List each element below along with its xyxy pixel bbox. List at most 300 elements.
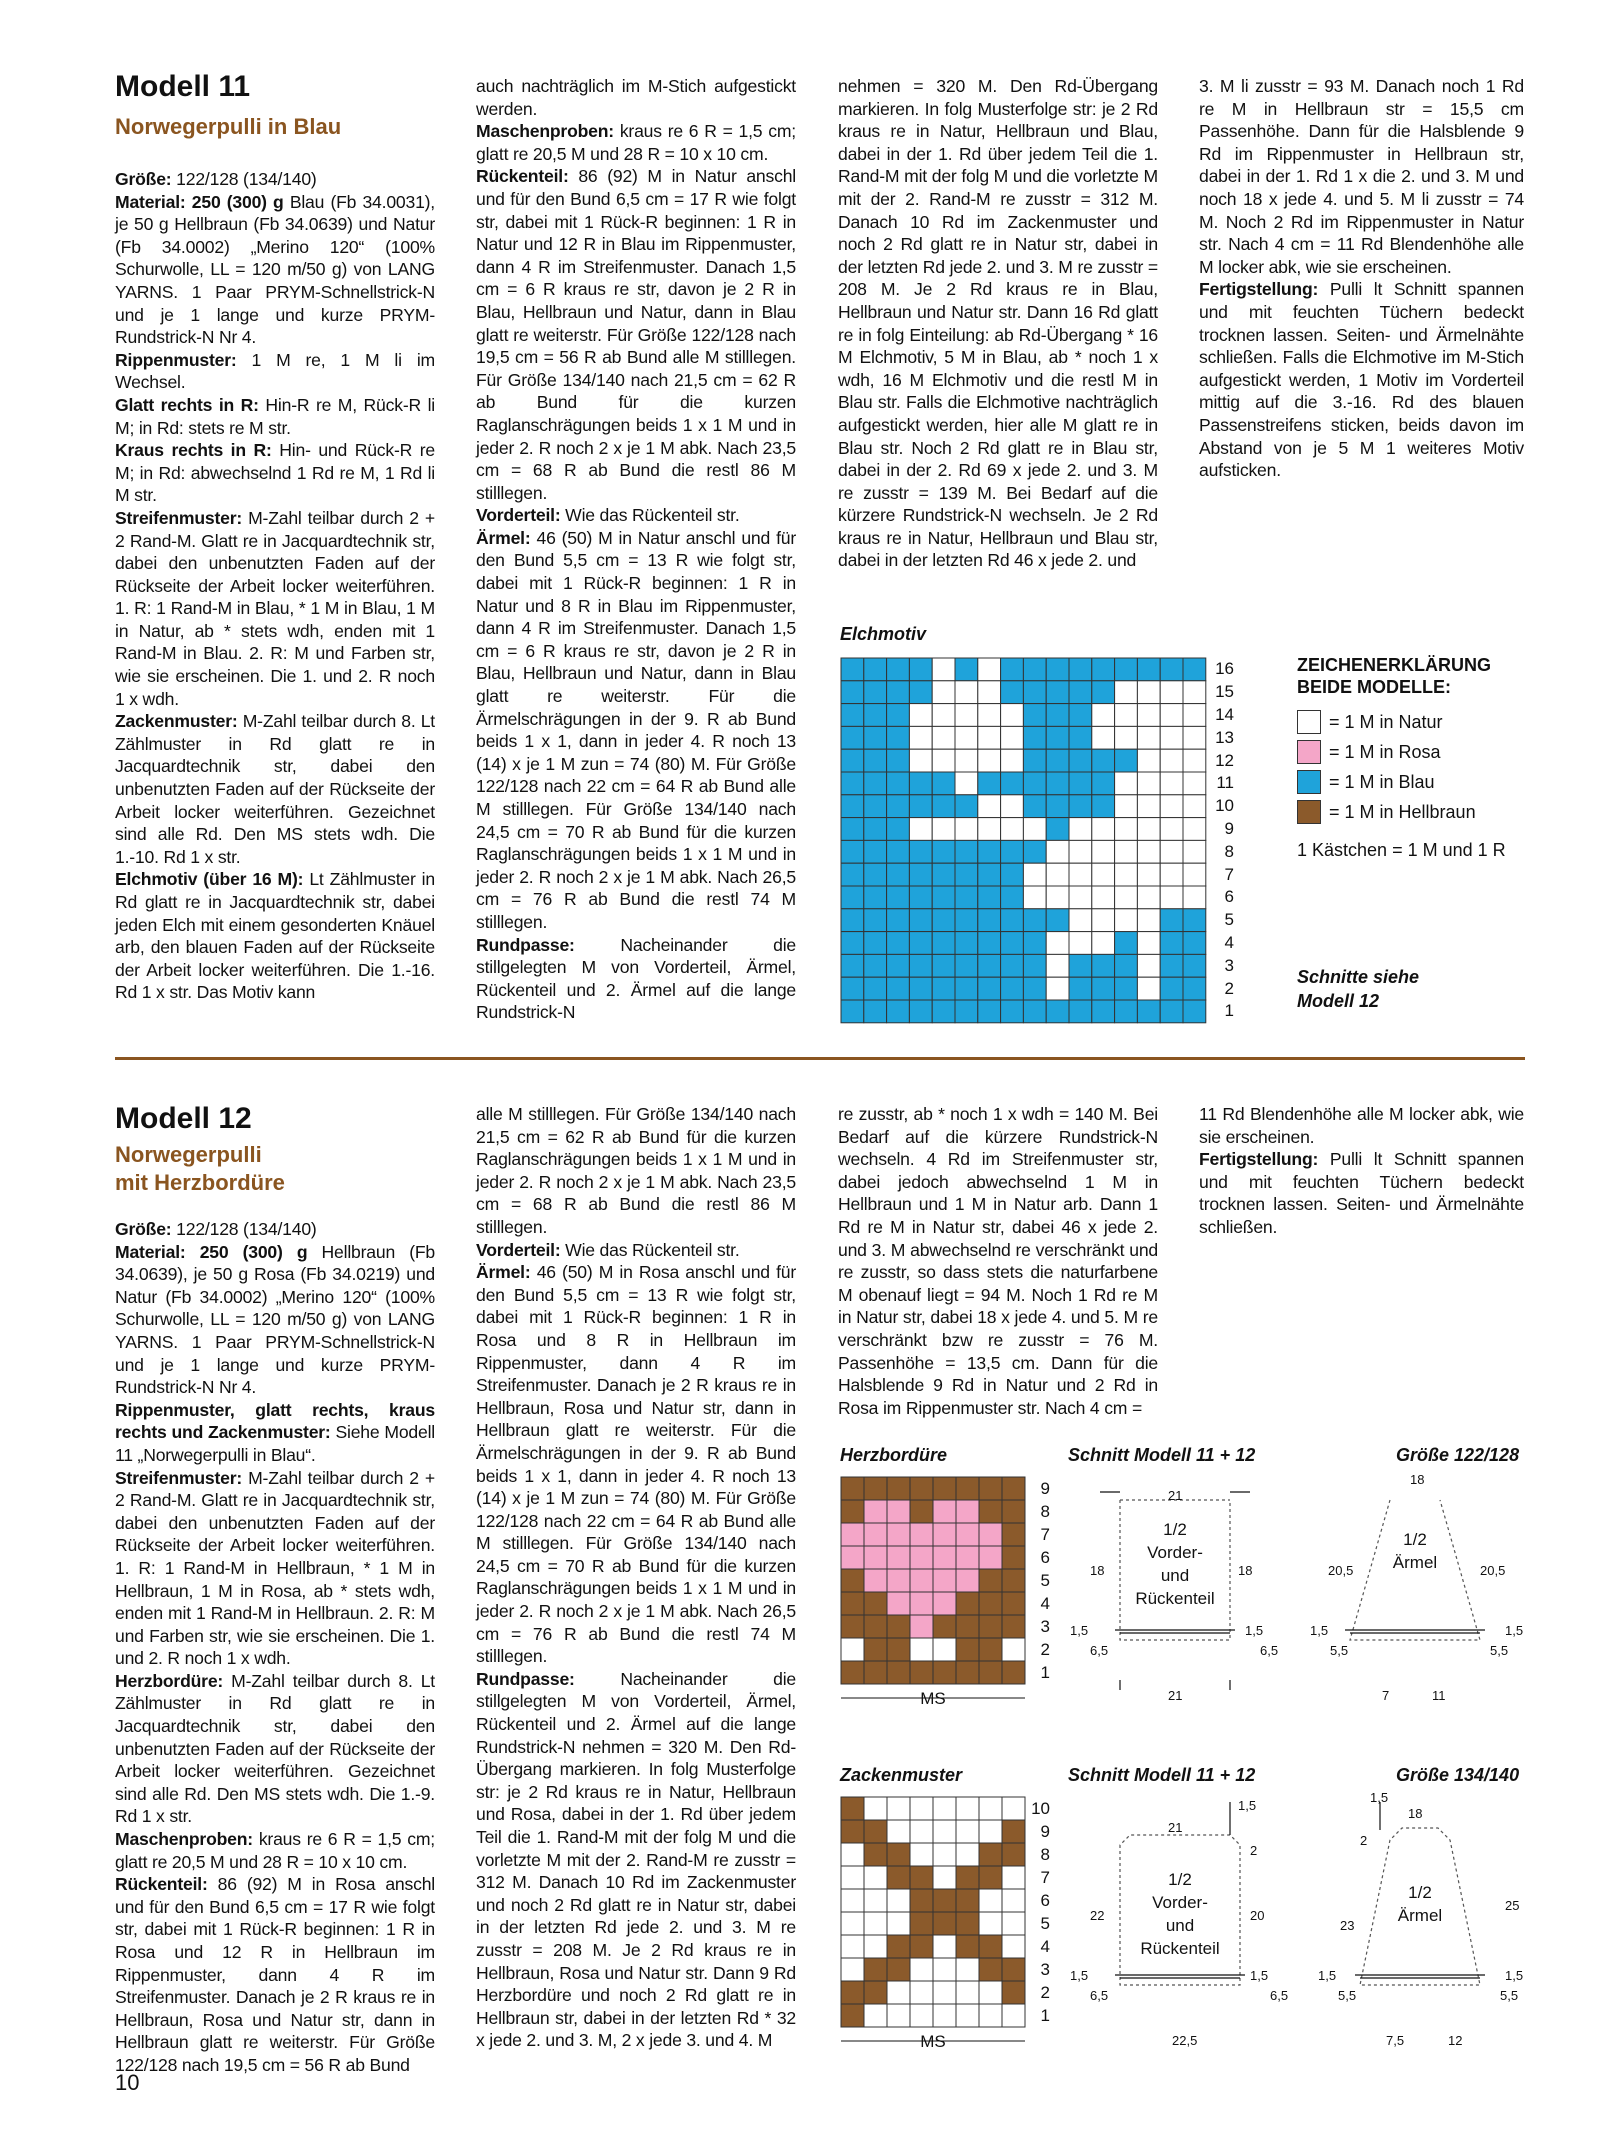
- chart-cell: [1023, 772, 1046, 795]
- row-number: 7: [1040, 1867, 1050, 1887]
- paragraph-lead: Zackenmuster:: [115, 711, 238, 732]
- chart-cell: [887, 1912, 910, 1935]
- chart-cell: [1046, 932, 1069, 955]
- chart-cell: [933, 1820, 956, 1843]
- chart-cell: [910, 1638, 933, 1661]
- chart-cell: [1046, 1000, 1069, 1023]
- chart-cell: [841, 658, 864, 681]
- paragraph-text: Lt Zählmuster in Rd glatt re in Jacquardtechnik str, dabei jeden Elch mit einem gesonderten Knäuel arb, den blauen Faden auf der Rückseite der Arbeit locker weiterführen. Die 1.-16. Rd 1 x str. Das Motiv kann: [115, 869, 435, 1003]
- chart-cell: [1092, 840, 1115, 863]
- paragraph-lead: Rundpasse:: [476, 934, 575, 955]
- chart-cell: [1183, 886, 1206, 909]
- chart-cell: [933, 1797, 956, 1820]
- chart-cell: [864, 1500, 887, 1523]
- chart-cell: [1160, 795, 1183, 818]
- swatch-hellbraun: [1297, 800, 1321, 824]
- chart-cell: [1069, 909, 1092, 932]
- chart-cell: [1115, 954, 1138, 977]
- chart-cell: [978, 909, 1001, 932]
- chart-cell: [909, 795, 932, 818]
- chart-cell: [1183, 749, 1206, 772]
- paragraph-text: 86 (92) M in Natur anschl und für den Bund 6,5 cm = 17 R wie folgt str, dabei mit 1 Rück-R beginnen: 1 R in Natur und 12 R in Blau im Rippenmuster, dann 4 R im Streifenmuster. Danach 1,5 cm = 6 R kraus re str, davon je 2 R in Blau, Hellbraun und Natur, dann in Blau glatt re weiterstr. Für Größe 122/128 nach 19,5 cm = 56 R ab Bund alle M stilllegen. Für Größe 134/140 nach 21,5 cm = 62 R ab Bund für die kurzen Raglanschrägungen beids 1 x 1 M und in jeder 2. R noch 2 x je 1 M abk. Nach 23,5 cm = 68 R ab Bund die restl 86 M stilllegen.: [476, 166, 796, 503]
- swatch-rosa: [1297, 740, 1321, 764]
- paragraph: [476, 1261, 796, 1668]
- chart-cell: [841, 818, 864, 841]
- chart-cell: [1069, 726, 1092, 749]
- chart-cell: [887, 977, 910, 1000]
- chart-cell: [1092, 704, 1115, 727]
- chart-cell: [933, 1638, 956, 1661]
- chart-cell: [841, 1546, 864, 1569]
- chart-cell: [864, 1523, 887, 1546]
- paragraph-text: Hin-R re M, Rück-R li M; in Rd: stets re M str.: [115, 394, 435, 438]
- chart-cell: [1115, 795, 1138, 818]
- chart-cell: [1137, 795, 1160, 818]
- chart-cell: [933, 1661, 956, 1684]
- modell-12-title: Modell 12: [115, 1102, 252, 1135]
- chart-cell: [955, 704, 978, 727]
- schnitt-diagram-134: [1060, 1790, 1540, 2060]
- chart-cell: [841, 726, 864, 749]
- chart-cell: [979, 1797, 1002, 1820]
- chart-cell: [956, 1477, 979, 1500]
- chart-cell: [1023, 840, 1046, 863]
- schnitt-diagram-122: [1060, 1470, 1540, 1730]
- chart-cell: [887, 795, 910, 818]
- chart-cell: [841, 704, 864, 727]
- paragraph: [115, 1399, 435, 1467]
- paragraph: [115, 1670, 435, 1828]
- row-number: 7: [1224, 864, 1234, 884]
- chart-cell: [1069, 772, 1092, 795]
- chart-cell: [1069, 749, 1092, 772]
- chart-cell: [955, 932, 978, 955]
- chart-cell: [841, 1661, 864, 1684]
- chart-cell: [1023, 749, 1046, 772]
- legend-title-line-2: BEIDE MODELLE:: [1297, 677, 1452, 697]
- paragraph-text: Nacheinander die stillgelegten M von Vorderteil, Ärmel, Rückenteil und 2. Ärmel auf die lange Rundstrick-N nehmen = 320 M. Den Rd-Übergang markieren. In folg Musterfolge str: je 2 Rd kraus re in Natur, Hellbraun und Rosa, dabei in der 1. Rd über jedem Teil die 1. Rand-M mit der folg M und die vorletzte M mit der 2. Rand-M re zusstr = 312 M. Danach 10 Rd im Zackenmuster und noch 2 Rd glatt re in Natur str, dabei in der letzten Rd jede 2. und 3. M re zusstr = 208 M. Je 2 Rd kraus re in Hellbraun, Rosa und Natur str. Dann 9 Rd Herzbordüre und noch 2 Rd glatt re in Hellbraun str, dabei in der letzten Rd * 32 x jede 2. und 3. M, 2 x jede 3. und 4. M: [476, 1668, 796, 2051]
- modell-12-subtitle-line-1: Norwegerpulli: [115, 1142, 262, 1167]
- chart-cell: [933, 2004, 956, 2027]
- chart-cell: [864, 1615, 887, 1638]
- groesse-label-1: Größe 122/128: [1396, 1445, 1520, 1465]
- chart-cell: [956, 1981, 979, 2004]
- chart-cell: [910, 1981, 933, 2004]
- chart-cell: [1001, 704, 1024, 727]
- paragraph: [115, 439, 435, 507]
- chart-cell: [1137, 909, 1160, 932]
- elchmotiv-label: Elchmotiv: [840, 624, 927, 644]
- chart-cell: [933, 1958, 956, 1981]
- dim2-sleeve-rib-r: 5,5: [1500, 1988, 1519, 2003]
- row-number: 5: [1040, 1570, 1050, 1590]
- row-number: 3: [1040, 1616, 1050, 1636]
- chart-cell: [978, 863, 1001, 886]
- chart-cell: [1183, 795, 1206, 818]
- paragraph-text: Nacheinander die stillgelegten M von Vorderteil, Ärmel, Rückenteil und 2. Ärmel auf die lange Rundstrick-N: [476, 934, 796, 1023]
- chart-cell: [932, 704, 955, 727]
- chart-cell: [955, 726, 978, 749]
- chart-cell: [887, 1000, 910, 1023]
- chart-cell: [887, 840, 910, 863]
- legend-title-line-1: ZEICHENERKLÄRUNG: [1297, 655, 1492, 675]
- m12-column-3: [838, 1103, 1158, 1419]
- row-number: 14: [1215, 705, 1234, 724]
- row-number: 6: [1224, 887, 1234, 907]
- chart-cell: [887, 1661, 910, 1684]
- dim-body-bottom: 21: [1168, 1688, 1183, 1703]
- paragraph-text: 122/128 (134/140): [171, 169, 317, 189]
- row-number: 2: [1224, 978, 1234, 998]
- chart-cell: [1160, 840, 1183, 863]
- row-number: 8: [1040, 1501, 1050, 1521]
- chart-cell: [887, 909, 910, 932]
- chart-cell: [910, 1661, 933, 1684]
- paragraph-lead: Maschenproben:: [476, 121, 614, 142]
- dim2-sleeve-side-l: 23: [1340, 1918, 1355, 1933]
- dim-body-side-r: 18: [1238, 1563, 1253, 1578]
- chart-cell: [1046, 863, 1069, 886]
- chart-cell: [864, 1569, 887, 1592]
- chart-cell: [910, 1820, 933, 1843]
- page-number: 10: [115, 2070, 140, 2095]
- chart-cell: [910, 1569, 933, 1592]
- chart-cell: [1069, 954, 1092, 977]
- chart-cell: [956, 1889, 979, 1912]
- chart-cell: [841, 954, 864, 977]
- paragraph: [838, 75, 1158, 572]
- row-number: 6: [1040, 1890, 1050, 1910]
- chart-cell: [841, 909, 864, 932]
- chart-cell: [1160, 818, 1183, 841]
- legend-blau-label: = 1 M in Blau: [1329, 771, 1435, 792]
- chart-cell: [910, 1843, 933, 1866]
- legend-kaestchen: [1297, 840, 1506, 861]
- chart-cell: [910, 1546, 933, 1569]
- dim-body-bund-l: 1,5: [1070, 1623, 1089, 1638]
- chart-cell: [1023, 818, 1046, 841]
- body2-label-2: Vorder-: [1152, 1893, 1208, 1912]
- paragraph: [476, 165, 796, 504]
- chart-cell: [955, 681, 978, 704]
- chart-cell: [956, 1866, 979, 1889]
- chart-cell: [978, 886, 1001, 909]
- chart-cell: [1046, 795, 1069, 818]
- chart-cell: [1002, 1935, 1025, 1958]
- chart-cell: [887, 1797, 910, 1820]
- m12-column-1: [115, 1218, 435, 2077]
- chart-cell: [864, 1000, 887, 1023]
- chart-cell: [979, 1866, 1002, 1889]
- dim2-sleeve-bottom-2: 12: [1448, 2033, 1463, 2048]
- chart-cell: [1046, 726, 1069, 749]
- chart-cell: [887, 1820, 910, 1843]
- chart-cell: [841, 977, 864, 1000]
- chart-cell: [1046, 977, 1069, 1000]
- paragraph-lead: Ärmel:: [476, 1262, 531, 1283]
- dim2-sleeve-top: 18: [1408, 1806, 1423, 1821]
- chart-cell: [956, 1592, 979, 1615]
- chart-cell: [932, 658, 955, 681]
- paragraph: [1199, 1103, 1524, 1148]
- chart-cell: [1023, 909, 1046, 932]
- chart-cell: [956, 1523, 979, 1546]
- chart-cell: [887, 658, 910, 681]
- chart-cell: [979, 2004, 1002, 2027]
- paragraph-lead: Vorderteil:: [476, 1239, 561, 1260]
- chart-cell: [910, 1615, 933, 1638]
- dim2-sleeve-side-r: 25: [1505, 1898, 1520, 1913]
- legend-natur-label: = 1 M in Natur: [1329, 711, 1443, 732]
- chart-cell: [1069, 863, 1092, 886]
- chart-cell: [1092, 909, 1115, 932]
- chart-cell: [887, 863, 910, 886]
- chart-cell: [1137, 840, 1160, 863]
- chart-cell: [1092, 726, 1115, 749]
- chart-cell: [956, 1661, 979, 1684]
- legend-title: [1297, 654, 1491, 698]
- chart-cell: [933, 1592, 956, 1615]
- chart-cell: [1183, 954, 1206, 977]
- chart-cell: [1115, 818, 1138, 841]
- dim-body-bund-r: 1,5: [1245, 1623, 1264, 1638]
- chart-cell: [1002, 1820, 1025, 1843]
- row-number: 3: [1224, 955, 1234, 975]
- body2-label-3: und: [1165, 1916, 1195, 1935]
- paragraph: [115, 1218, 435, 1241]
- row-number: 6: [1040, 1547, 1050, 1567]
- chart-cell: [978, 726, 1001, 749]
- chart-cell: [979, 1592, 1002, 1615]
- sleeve-label-1: 1/2: [1403, 1530, 1427, 1549]
- chart-cell: [1092, 863, 1115, 886]
- dim2-body-bund-r: 1,5: [1250, 1968, 1269, 1983]
- chart-cell: [841, 795, 864, 818]
- chart-cell: [841, 1935, 864, 1958]
- row-number: 5: [1040, 1913, 1050, 1933]
- chart-cell: [864, 863, 887, 886]
- row-number: 11: [1216, 773, 1234, 793]
- modell-11-subtitle: Norwegerpulli in Blau: [115, 114, 342, 139]
- chart-cell: [1046, 840, 1069, 863]
- body2-label-1: 1/2: [1168, 1870, 1192, 1889]
- paragraph-lead: Größe:: [115, 169, 172, 189]
- chart-cell: [1160, 977, 1183, 1000]
- row-number: 16: [1215, 659, 1234, 679]
- chart-cell: [956, 1912, 979, 1935]
- chart-cell: [979, 1981, 1002, 2004]
- chart-cell: [909, 772, 932, 795]
- chart-cell: [978, 818, 1001, 841]
- paragraph-text: 46 (50) M in Natur anschl und für den Bund 5,5 cm = 13 R wie folgt str, dabei mit 1 Rück-R beginnen: 1 R in Natur und 8 R in Blau im Rippenmuster, dann 4 R im Streifenmuster. Danach 1,5 cm = 6 R kraus re str, davon je 2 R in Blau, Hellbraun und Natur, dann in Blau glatt re weiterstr. Für die Ärmelschrägungen in der 9. R ab Bund beids 1 x 1, dann in jeder 4. R noch 13 (14) x je 1 M zun = 74 (80) M. Für Größe 122/128 nach 22 cm = 64 R ab Bund alle M stilllegen. Für Größe 134/140 nach 24,5 cm = 70 R ab Bund für die kurzen Raglanschrägungen beids 1 x 1 M und in jeder 2. R noch 2 x je 1 M abk. Nach 26,5 cm = 76 R ab Bund die restl 74 M stilllegen.: [476, 527, 796, 932]
- dim-sleeve-bottom-2: 11: [1432, 1688, 1446, 1703]
- chart-cell: [1137, 1000, 1160, 1023]
- chart-cell: [841, 681, 864, 704]
- chart-cell: [978, 772, 1001, 795]
- chart-cell: [1002, 1500, 1025, 1523]
- chart-cell: [841, 1615, 864, 1638]
- chart-cell: [909, 954, 932, 977]
- paragraph-lead: Ärmel:: [476, 527, 531, 548]
- chart-cell: [978, 1000, 1001, 1023]
- chart-cell: [910, 1523, 933, 1546]
- dim-sleeve-top: 18: [1410, 1472, 1425, 1487]
- paragraph: [115, 168, 435, 191]
- chart-cell: [1137, 932, 1160, 955]
- chart-cell: [1023, 932, 1046, 955]
- dim-sleeve-bund-r: 1,5: [1505, 1623, 1524, 1638]
- chart-cell: [1160, 909, 1183, 932]
- chart-cell: [841, 2004, 864, 2027]
- paragraph: [115, 1828, 435, 1873]
- chart-cell: [1137, 749, 1160, 772]
- chart-cell: [841, 1981, 864, 2004]
- chart-cell: [1001, 795, 1024, 818]
- chart-cell: [1001, 681, 1024, 704]
- paragraph-lead: Streifenmuster:: [115, 1467, 243, 1488]
- paragraph: [115, 868, 435, 1004]
- chart-cell: [887, 1500, 910, 1523]
- chart-cell: [979, 1500, 1002, 1523]
- dim2-body-rib-r: 6,5: [1270, 1988, 1289, 2003]
- chart-cell: [910, 2004, 933, 2027]
- row-number: 2: [1040, 1639, 1050, 1659]
- chart-cell: [955, 863, 978, 886]
- chart-cell: [932, 772, 955, 795]
- row-number: 9: [1040, 1478, 1050, 1498]
- modell-12-subtitle-line-2: mit Herzbordüre: [115, 1170, 285, 1195]
- paragraph: [476, 934, 796, 1024]
- chart-cell: [1001, 658, 1024, 681]
- chart-cell: [909, 681, 932, 704]
- chart-cell: [933, 1935, 956, 1958]
- chart-cell: [932, 818, 955, 841]
- chart-cell: [979, 1661, 1002, 1684]
- body-label-2: Vorder-: [1147, 1543, 1203, 1562]
- paragraph: [115, 191, 435, 349]
- chart-cell: [1023, 954, 1046, 977]
- chart-cell: [1160, 749, 1183, 772]
- chart-cell: [956, 1843, 979, 1866]
- zackenmuster-chart: [840, 1796, 1026, 2051]
- chart-cell: [956, 1958, 979, 1981]
- chart-cell: [841, 886, 864, 909]
- chart-cell: [1002, 1638, 1025, 1661]
- m12-column-4: [1199, 1103, 1524, 1239]
- chart-cell: [978, 954, 1001, 977]
- paragraph: [476, 1668, 796, 2052]
- paragraph-text: auch nachträglich im M-Stich aufgestickt werden.: [476, 76, 796, 119]
- paragraph-text: re zusstr, ab * noch 1 x wdh = 140 M. Bei Bedarf auf die kürzere Rundstrick-N wechseln. 4 Rd im Streifenmuster str, dabei jedoch abwechselnd 1 M in Hellbraun und 1 M in Natur arb. Dann 1 Rd re M in Natur str, dabei 46 x jede 2. und 3. M abwechselnd re verschränkt und re zusstr, so dass stets die naturfarbene M obenauf liegt = 94 M. Noch 1 Rd re M in Natur str, dabei 18 x jede 4. und 5. M re verschränkt bzw re zusstr = 76 M. Passenhöhe = 13,5 cm. Dann für die Halsblende 9 Rd in Natur und 2 Rd in Rosa im Rippenmuster str. Nach 4 cm =: [838, 1104, 1158, 1418]
- chart-cell: [1183, 681, 1206, 704]
- chart-cell: [909, 840, 932, 863]
- m11-column-2: [476, 75, 796, 1024]
- ms-label: MS: [920, 2032, 946, 2051]
- chart-cell: [1115, 886, 1138, 909]
- chart-cell: [1137, 658, 1160, 681]
- dim2-body-side-r: 20: [1250, 1908, 1265, 1923]
- paragraph-text: 122/128 (134/140): [171, 1219, 317, 1239]
- chart-cell: [1183, 772, 1206, 795]
- row-number: 13: [1215, 727, 1234, 747]
- chart-cell: [1023, 886, 1046, 909]
- chart-cell: [1183, 863, 1206, 886]
- chart-cell: [841, 1523, 864, 1546]
- row-number: 8: [1040, 1844, 1050, 1864]
- chart-cell: [841, 1638, 864, 1661]
- chart-cell: [887, 886, 910, 909]
- chart-cell: [979, 1638, 1002, 1661]
- chart-cell: [933, 1981, 956, 2004]
- paragraph: [476, 504, 796, 527]
- chart-cell: [864, 840, 887, 863]
- paragraph-text: M-Zahl teilbar durch 8. Lt Zählmuster in Rd glatt re in Jacquardtechnik str, dabei den unbenutzten Faden auf der Rückseite der Arbeit locker weiterführen. Gezeichnet sind alle Rd. Den MS stets wdh. Die 1.-10. Rd 1 x str.: [115, 711, 435, 867]
- chart-cell: [955, 840, 978, 863]
- chart-cell: [1160, 1000, 1183, 1023]
- chart-cell: [978, 932, 1001, 955]
- chart-cell: [841, 1912, 864, 1935]
- chart-cell: [1092, 932, 1115, 955]
- chart-cell: [1046, 658, 1069, 681]
- chart-cell: [932, 863, 955, 886]
- chart-cell: [1115, 749, 1138, 772]
- chart-cell: [1001, 886, 1024, 909]
- chart-cell: [864, 932, 887, 955]
- chart-cell: [1046, 749, 1069, 772]
- chart-cell: [979, 1912, 1002, 1935]
- chart-cell: [932, 795, 955, 818]
- chart-cell: [932, 840, 955, 863]
- chart-cell: [1001, 977, 1024, 1000]
- chart-cell: [1115, 772, 1138, 795]
- paragraph-text: kraus re 6 R = 1,5 cm; glatt re 20,5 M und 28 R = 10 x 10 cm.: [476, 121, 796, 164]
- chart-cell: [1183, 818, 1206, 841]
- paragraph-lead: Rundpasse:: [476, 1668, 575, 1689]
- chart-cell: [979, 1820, 1002, 1843]
- chart-cell: [933, 1569, 956, 1592]
- chart-cell: [955, 909, 978, 932]
- chart-cell: [955, 772, 978, 795]
- chart-cell: [1115, 1000, 1138, 1023]
- chart-cell: [1092, 1000, 1115, 1023]
- chart-cell: [864, 1820, 887, 1843]
- paragraph: [115, 1467, 435, 1670]
- chart-cell: [1002, 1981, 1025, 2004]
- chart-cell: [1046, 681, 1069, 704]
- row-number: 3: [1040, 1959, 1050, 1979]
- chart-cell: [978, 749, 1001, 772]
- chart-cell: [887, 1866, 910, 1889]
- paragraph-text: Hellbraun (Fb 34.0639), je 50 g Rosa (Fb 34.0219) und Natur (Fb 34.0002) „Merino 120“ (100% Schurwolle, LL = 120 m/50 g) von LANG YARNS. 1 Paar PRYM-Schnellstrick-N und je 1 lange und kurze PRYM-Rundstrick-N Nr 4.: [115, 1241, 435, 1398]
- chart-cell: [933, 1546, 956, 1569]
- chart-cell: [1183, 932, 1206, 955]
- chart-cell: [956, 1935, 979, 1958]
- chart-cell: [1002, 1477, 1025, 1500]
- paragraph-text: 1 M re, 1 M li im Wechsel.: [115, 349, 435, 393]
- chart-cell: [932, 1000, 955, 1023]
- chart-cell: [932, 886, 955, 909]
- chart-cell: [887, 1935, 910, 1958]
- chart-cell: [864, 1981, 887, 2004]
- paragraph: [115, 507, 435, 710]
- chart-cell: [1002, 1843, 1025, 1866]
- chart-cell: [1137, 863, 1160, 886]
- chart-cell: [1092, 658, 1115, 681]
- paragraph-lead: Rippenmuster, glatt rechts, kraus rechts und Zackenmuster:: [115, 1399, 435, 1443]
- chart-cell: [1023, 658, 1046, 681]
- paragraph-text: 3. M li zusstr = 93 M. Danach noch 1 Rd re M in Hellbraun str = 15,5 cm Passenhöhe. Dann für die Halsblende 9 Rd im Rippenmuster in Hellbraun str, dabei in der 1. Rd 1 x die 2. und 3. M und noch 18 x jede 4. und 5. M li zusstr = 74 M. Noch 2 Rd im Rippenmuster in Natur str. Nach 4 cm = 11 Rd Blendenhöhe alle M locker abk, wie sie erscheinen.: [1199, 76, 1524, 277]
- paragraph: [838, 1103, 1158, 1419]
